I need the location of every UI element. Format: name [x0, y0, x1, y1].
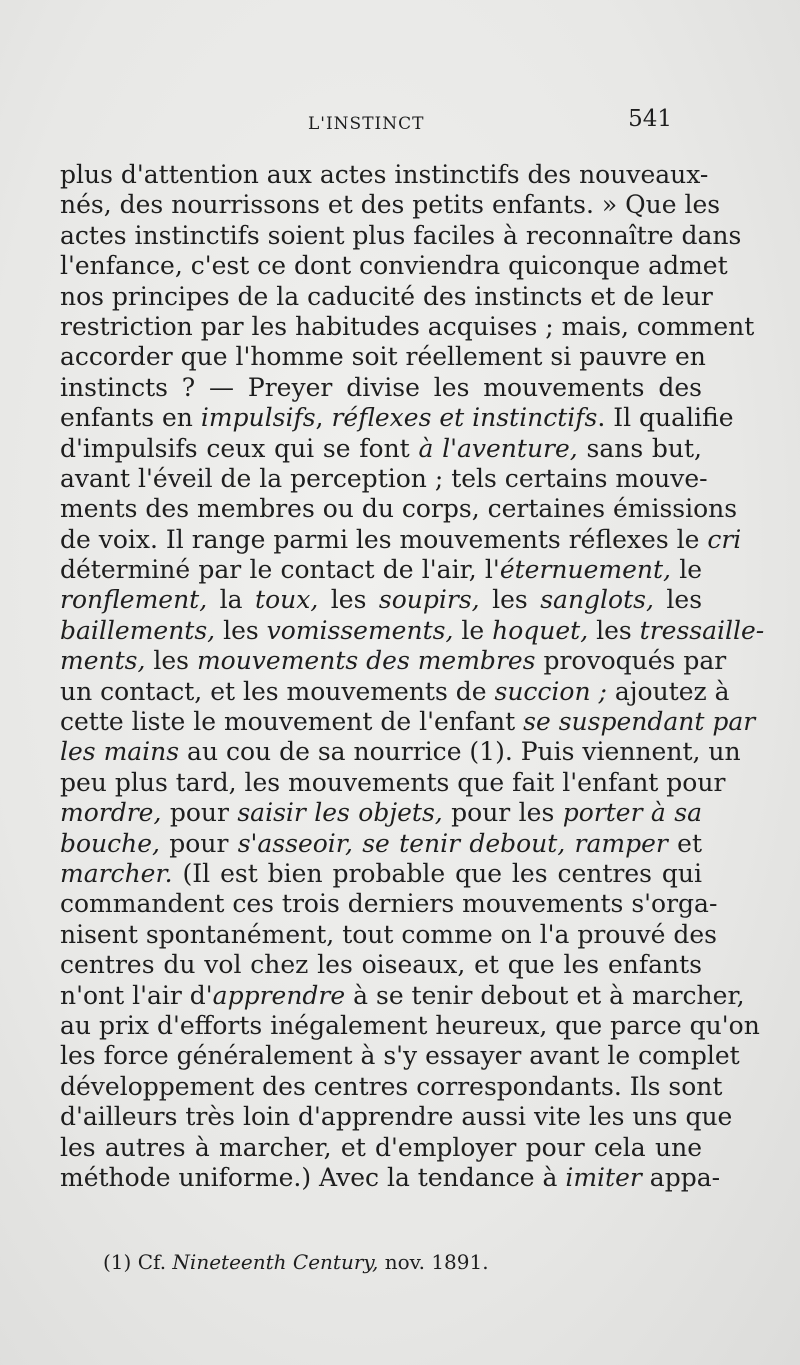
footnote [103, 1250, 489, 1274]
text-line [60, 798, 702, 828]
text-line [60, 707, 756, 737]
italic-text: les mains [60, 737, 180, 767]
text-line [60, 403, 734, 433]
italic-text: porter à sa [562, 798, 702, 828]
text-line [60, 767, 726, 798]
italic-text: mouvements des membres [196, 646, 536, 676]
italic-text: réflexes et instinctifs [331, 403, 598, 433]
text-segment: les [479, 585, 541, 615]
text-segment: avant l'éveil de la perception ; tels certains mouve- [60, 463, 708, 493]
text-line [60, 494, 738, 524]
italic-text: vomissements, [266, 615, 454, 645]
footnote-source: Nineteenth Century, [172, 1250, 379, 1274]
text-segment: au cou de sa nourrice (1). Puis viennent, un [179, 737, 741, 767]
text-line [60, 373, 702, 403]
text-segment: plus d'attention aux actes instinctifs des nouveaux- [60, 160, 709, 189]
text-line [60, 1162, 721, 1193]
italic-text: marcher. [60, 858, 173, 888]
text-line [60, 281, 713, 312]
text-line [60, 160, 709, 190]
text-line [60, 829, 702, 859]
text-line [60, 980, 745, 1011]
text-segment: accorder que l'homme soit réellement si pauvre en [60, 342, 706, 372]
text-segment: ajoutez à [606, 676, 730, 706]
text-line [60, 1102, 733, 1132]
text-line [60, 463, 708, 494]
text-segment: le [671, 555, 702, 585]
text-line [60, 646, 727, 676]
text-segment: le [453, 615, 493, 645]
text-segment: les force généralement à s'y essayer avant le complet [60, 1041, 740, 1071]
text-segment: peu plus tard, les mouvements que fait l'enfant pour [60, 767, 726, 797]
text-line [60, 889, 718, 919]
text-segment: provoqués par [535, 646, 727, 676]
text-segment: les [318, 585, 379, 615]
text-segment: cette liste le mouvement de l'enfant [60, 707, 524, 737]
text-segment: sans but, [577, 433, 702, 463]
text-line [60, 950, 702, 980]
italic-text: sanglots, [540, 585, 654, 615]
text-segment: nés, des nourrissons et des petits enfants. » Que les [60, 190, 721, 220]
text-segment: d'ailleurs très loin d'apprendre aussi vite les uns que [60, 1102, 733, 1132]
italic-text: succion ; [494, 676, 607, 706]
page-number: 541 [628, 106, 672, 132]
text-segment: un contact, et les mouvements de [60, 676, 495, 706]
text-segment: nos principes de la caducité des instincts et de leur [60, 281, 713, 311]
text-segment: déterminé par le contact de l'air, l' [60, 555, 500, 585]
italic-text: éternuement, [499, 555, 671, 585]
footnote-prefix: Cf. [131, 1250, 173, 1274]
italic-text: ments, [60, 646, 146, 676]
text-segment: pour [161, 798, 238, 828]
text-segment: au prix d'efforts inégalement heureux, que parce qu'on [60, 1010, 760, 1040]
text-line [60, 585, 702, 615]
italic-text: hoquet, [492, 615, 589, 645]
text-segment: , [315, 403, 332, 433]
text-segment: . Il qualifie [597, 403, 734, 433]
text-line [60, 555, 702, 585]
italic-text: à l'aventure, [418, 433, 578, 463]
text-line [60, 1041, 740, 1071]
text-segment: et [667, 828, 703, 858]
text-line [60, 1071, 723, 1102]
text-segment: centres du vol chez les oiseaux, et que les enfants [60, 950, 702, 980]
text-segment: de voix. Il range parmi les mouvements réflexes le [60, 524, 708, 554]
italic-text: tressaille- [639, 615, 765, 645]
footnote-date: nov. 1891. [378, 1250, 489, 1274]
text-line [60, 342, 706, 372]
italic-text: impulsifs [200, 403, 316, 433]
text-segment: les [588, 615, 640, 645]
italic-text: baillements, [60, 615, 216, 645]
text-segment: pour les [442, 798, 563, 828]
text-segment: d'impulsifs ceux qui se font [60, 433, 419, 463]
text-segment: ments des membres ou du corps, certaines émissions [60, 494, 738, 524]
italic-text: ronflement, [60, 585, 208, 615]
body-text [60, 160, 765, 1193]
running-head [60, 106, 672, 136]
text-segment: les [215, 615, 267, 645]
text-line [60, 1010, 760, 1041]
text-segment: actes instinctifs soient plus faciles à reconnaître dans [60, 220, 742, 250]
italic-text: toux, [255, 585, 319, 615]
text-line [60, 919, 718, 950]
italic-text: se suspendant par [523, 707, 756, 737]
text-line [60, 1133, 702, 1163]
text-line [60, 615, 765, 646]
text-segment: développement des centres correspondants. Ils sont [60, 1071, 723, 1101]
text-segment: à se tenir debout et à marcher, [345, 980, 745, 1010]
italic-text: cri [707, 524, 742, 554]
text-line [60, 434, 702, 464]
text-line [60, 524, 742, 555]
italic-text: soupirs, [378, 585, 480, 615]
text-line [60, 220, 742, 251]
text-segment: instincts ? — Preyer divise les mouvements des [60, 372, 702, 402]
italic-text: imiter [565, 1162, 642, 1192]
text-line [60, 859, 702, 889]
text-segment: les [653, 585, 703, 615]
text-line [60, 190, 721, 220]
text-segment: les autres à marcher, et d'employer pour cela une [60, 1132, 702, 1162]
text-line [60, 676, 730, 707]
text-line [60, 311, 755, 342]
text-segment: les [145, 646, 197, 676]
italic-text: bouche, [60, 828, 160, 858]
italic-text: saisir les objets, [237, 798, 443, 828]
text-segment: nisent spontanément, tout comme on l'a prouvé des [60, 919, 718, 949]
text-segment: (Il est bien probable que les centres qui [172, 858, 702, 888]
text-segment: pour [160, 828, 238, 858]
text-segment: commandent ces trois derniers mouvements s'orga- [60, 889, 718, 919]
footnote-mark: (1) [103, 1250, 132, 1274]
text-line [60, 251, 728, 281]
text-line [60, 737, 741, 767]
text-segment: appa- [641, 1162, 721, 1192]
text-segment: restriction par les habitudes acquises ; mais, comment [60, 311, 755, 341]
italic-text: mordre, [60, 798, 162, 828]
text-segment: méthode uniforme.) Avec la tendance à [60, 1162, 566, 1192]
italic-text: s'asseoir, se tenir debout, ramper [237, 828, 668, 858]
italic-text: apprendre [212, 980, 346, 1010]
text-segment: enfants en [60, 403, 201, 433]
text-segment: n'ont l'air d' [60, 980, 213, 1010]
text-segment: l'enfance, c'est ce dont conviendra quiconque admet [60, 251, 728, 281]
running-title: L'INSTINCT [308, 114, 425, 134]
text-segment: la [207, 585, 256, 615]
